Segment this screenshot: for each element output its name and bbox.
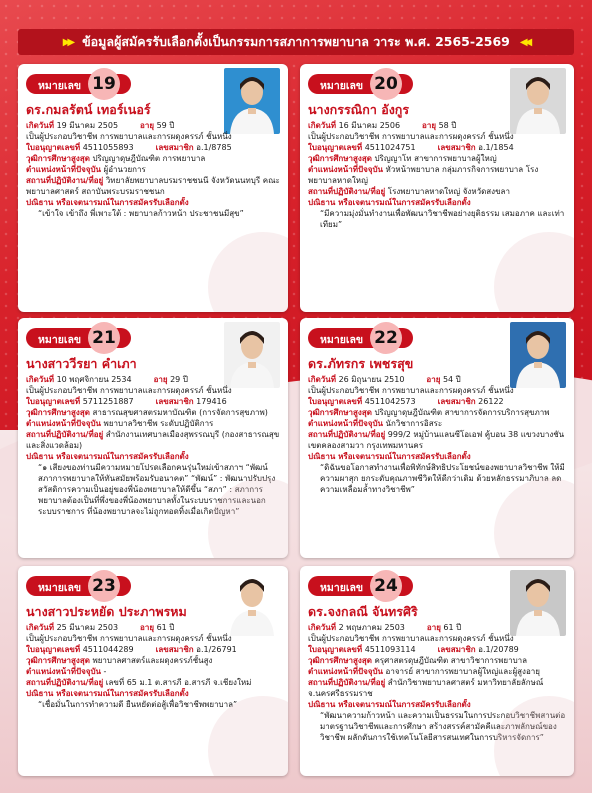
- position-label: ตำแหน่งหน้าที่ปัจจุบัน: [308, 419, 383, 428]
- number-label: หมายเลข: [320, 582, 364, 594]
- age-value: 61 ปี: [443, 623, 462, 632]
- position-label: ตำแหน่งหน้าที่ปัจจุบัน: [26, 419, 101, 428]
- license-label: ใบอนุญาตเลขที่: [26, 397, 81, 406]
- education-value: ปริญญาโท สาขาการพยาบาลผู้ใหญ่: [374, 154, 497, 163]
- candidate-number-badge: [308, 328, 413, 348]
- age-value: 29 ปี: [170, 375, 188, 384]
- birth-date: 16 มีนาคม 2506: [338, 121, 401, 130]
- manifesto-text: “เข้าใจ เข้าถึง พี่เพาะใต้ : พยาบาลก้าวหน้า ประชาชนมีสุข”: [38, 209, 244, 218]
- license-number: 4511055893: [82, 143, 134, 152]
- age-value: 59 ปี: [156, 121, 175, 130]
- workplace-label: สถานที่ปฏิบัติงาน/ที่อยู่: [308, 430, 386, 439]
- birth-date: 26 มิถุนายน 2510: [338, 375, 405, 384]
- education-value: ปริญญาดุษฎีบัณฑิต สาขาการจัดการบริการสุขภาพ: [374, 408, 550, 417]
- candidate-number-badge: [26, 328, 131, 348]
- candidate-number: 19: [88, 68, 120, 100]
- license-number: 4511044289: [82, 645, 134, 654]
- candidate-number: 24: [370, 570, 402, 602]
- birth-date: 19 มีนาคม 2505: [56, 121, 119, 130]
- member-label: เลขสมาชิก: [155, 143, 194, 152]
- member-label: เลขสมาชิก: [437, 397, 476, 406]
- member-number: อ.1/20789: [478, 645, 519, 654]
- position-label: ตำแหน่งหน้าที่ปัจจุบัน: [308, 165, 383, 174]
- workplace-value: 999/2 หมู่บ้านแลนซีโอเอฟ คู้บอน 38 แขวงบางชัน เขตคลองสามวา กรุงเทพมหานคร: [308, 430, 565, 450]
- age-label: อายุ: [422, 121, 437, 130]
- manifesto-text: “เชื่อมั่นในการทำความดี ยืนหยัดต่อสู้เพื่อวิชาชีพพยาบาล”: [38, 700, 238, 709]
- candidate-details: [308, 120, 566, 230]
- license-label: ใบอนุญาตเลขที่: [308, 645, 363, 654]
- position-value: พยาบาลวิชาชีพ ระดับปฏิบัติการ: [103, 419, 214, 428]
- candidate-card: [300, 64, 574, 312]
- birth-label: เกิดวันที่: [308, 375, 337, 384]
- position-value: -: [103, 667, 107, 676]
- double-arrow-right-icon: ▶▶: [62, 36, 73, 48]
- education-value: สาธารณสุขศาสตรมหาบัณฑิต (การจัดการสุขภาพ): [92, 408, 268, 417]
- manifesto-label: ปณิธาน หรือเจตนารมณ์ในการสมัครรับเลือกตั้ง: [26, 198, 189, 207]
- manifesto-text: “๑ เสียงของท่านมีความหมายโปรดเลือกคนรุ่นใหม่เข้าสภาฯ “พัฒน์สภาการพยาบาลให้ทันสมัยพร้อมรับอนาคต” “พัฒน์” : พัฒนาปรับปรุงสวัสดิการความเป็นอยู่ของพี่น้องพยาบาลให้ดีขึ้น “สภา” : สภาการพยาบาลต้องเป็นที่พึ่งของพี่น้องพยาบาลทั้งในระบบราชการและนอกระบบราชการ ที่น้องพยาบาลจะไม่ถูกทอดทิ้งเมื่อเกิดปัญหา”: [38, 463, 276, 516]
- member-number: 179416: [196, 397, 227, 406]
- candidate-details: [308, 374, 566, 495]
- number-label: หมายเลข: [38, 582, 82, 594]
- workplace-label: สถานที่ปฏิบัติงาน/ที่อยู่: [308, 187, 386, 196]
- profession-text: เป็นผู้ประกอบวิชาชีพ การพยาบาลและการผดุงครรภ์ ชั้นหนึ่ง: [308, 386, 514, 395]
- position-value: นักวิชาการอิสระ: [385, 419, 443, 428]
- age-value: 54 ปี: [442, 375, 461, 384]
- age-label: อายุ: [426, 623, 441, 632]
- workplace-label: สถานที่ปฏิบัติงาน/ที่อยู่: [26, 678, 104, 687]
- age-value: 61 ปี: [156, 623, 175, 632]
- member-label: เลขสมาชิก: [437, 645, 476, 654]
- candidate-details: [26, 374, 280, 517]
- member-label: เลขสมาชิก: [437, 143, 476, 152]
- birth-label: เกิดวันที่: [26, 375, 55, 384]
- candidate-number: 23: [88, 570, 120, 602]
- workplace-label: สถานที่ปฏิบัติงาน/ที่อยู่: [26, 430, 104, 439]
- position-label: ตำแหน่งหน้าที่ปัจจุบัน: [26, 667, 101, 676]
- workplace-value: โรงพยาบาลหาดใหญ่ จังหวัดสงขลา: [387, 187, 510, 196]
- education-label: วุฒิการศึกษาสูงสุด: [308, 408, 372, 417]
- profession-text: เป็นผู้ประกอบวิชาชีพ การพยาบาลและการผดุงครรภ์ ชั้นหนึ่ง: [26, 386, 232, 395]
- member-number: อ.1/1854: [478, 143, 514, 152]
- manifesto-text: “มีความมุ่งมั่นทำงานเพื่อพัฒนาวิชาชีพอย่างยุติธรรม เสมอภาค และเท่าเทียม”: [320, 209, 565, 229]
- number-label: หมายเลข: [320, 80, 364, 92]
- manifesto-label: ปณิธาน หรือเจตนารมณ์ในการสมัครรับเลือกตั้ง: [26, 689, 189, 698]
- workplace-label: สถานที่ปฏิบัติงาน/ที่อยู่: [308, 678, 386, 687]
- license-number: 4511093114: [364, 645, 416, 654]
- member-number: อ.1/26791: [196, 645, 237, 654]
- birth-label: เกิดวันที่: [26, 121, 55, 130]
- candidate-details: [308, 622, 566, 743]
- education-label: วุฒิการศึกษาสูงสุด: [308, 656, 372, 665]
- education-value: ปริญญาดุษฎีบัณฑิต การพยาบาล: [92, 154, 206, 163]
- candidate-name: นางกรรณิกา อังกูร: [308, 102, 410, 117]
- birth-date: 2 พฤษภาคม 2503: [338, 623, 405, 632]
- manifesto-text: “พัฒนาความก้าวหน้า และความเป็นธรรมในการประกอบวิชาชีพสานต่อมาตรฐานวิชาชีพและการศึกษา สร้างสรรค์สามัคคีและภาพลักษณ์ของวิชาชีพ ผลักดันการใช้เทคโนโลยีสารสนเทศในการบริหารจัดการ”: [320, 711, 566, 742]
- workplace-value: วิทยาลัยพยาบาลบรมราชชนนี จังหวัดนนทบุรี คณะพยาบาลศาสตร์ สถาบันพระบรมราชชนก: [26, 176, 280, 196]
- birth-label: เกิดวันที่: [308, 121, 337, 130]
- candidate-card: [300, 318, 574, 558]
- candidate-name: ดร.จงกลณี จันทรศิริ: [308, 604, 418, 619]
- candidate-details: [26, 622, 280, 710]
- education-label: วุฒิการศึกษาสูงสุด: [26, 656, 90, 665]
- manifesto-label: ปณิธาน หรือเจตนารมณ์ในการสมัครรับเลือกตั้ง: [308, 452, 471, 461]
- position-label: ตำแหน่งหน้าที่ปัจจุบัน: [308, 667, 383, 676]
- education-label: วุฒิการศึกษาสูงสุด: [26, 154, 90, 163]
- candidate-number: 21: [88, 322, 120, 354]
- candidate-card: [18, 64, 288, 312]
- candidate-number-badge: [308, 576, 413, 596]
- candidate-name: นางสาววีรยา คำเภา: [26, 356, 137, 371]
- candidate-name: นางสาวประหยัด ประภาพรหม: [26, 604, 187, 619]
- education-label: วุฒิการศึกษาสูงสุด: [26, 408, 90, 417]
- candidate-card: [300, 566, 574, 776]
- age-label: อายุ: [140, 623, 155, 632]
- candidate-name: ดร.กมลรัตน์ เทอร์เนอร์: [26, 102, 151, 117]
- age-label: อายุ: [140, 121, 155, 130]
- candidate-number: 20: [370, 68, 402, 100]
- number-label: หมายเลข: [320, 334, 364, 346]
- member-number: อ.1/8785: [196, 143, 232, 152]
- profession-text: เป็นผู้ประกอบวิชาชีพ การพยาบาลและการผดุงครรภ์ ชั้นหนึ่ง: [26, 132, 232, 141]
- workplace-value: สำนักงานเทศบาลเมืองสุพรรณบุรี (กองสาธารณสุขและสิ่งแวดล้อม): [26, 430, 280, 450]
- page-title-banner: [18, 29, 574, 55]
- position-label: ตำแหน่งหน้าที่ปัจจุบัน: [26, 165, 101, 174]
- birth-label: เกิดวันที่: [308, 623, 337, 632]
- manifesto-label: ปณิธาน หรือเจตนารมณ์ในการสมัครรับเลือกตั้ง: [26, 452, 189, 461]
- candidate-number-badge: [26, 576, 131, 596]
- position-value: ผู้อำนวยการ: [103, 165, 146, 174]
- age-label: อายุ: [153, 375, 168, 384]
- license-label: ใบอนุญาตเลขที่: [26, 143, 81, 152]
- profession-text: เป็นผู้ประกอบวิชาชีพ การพยาบาลและการผดุงครรภ์ ชั้นหนึ่ง: [308, 132, 514, 141]
- page-title: ข้อมูลผู้สมัครรับเลือกตั้งเป็นกรรมการสภาการพยาบาล วาระ พ.ศ. 2565-2569: [82, 34, 510, 49]
- profession-text: เป็นผู้ประกอบวิชาชีพ การพยาบาลและการผดุงครรภ์ ชั้นหนึ่ง: [26, 634, 232, 643]
- candidate-number-badge: [308, 74, 413, 94]
- candidate-card: [18, 566, 288, 776]
- position-value: หัวหน้าพยาบาล กลุ่มภารกิจการพยาบาล โรงพยาบาลหาดใหญ่: [308, 165, 539, 185]
- workplace-value: สำนักวิชาพยาบาลศาสตร์ มหาวิทยาลัยลักษณ์ จ.นครศรีธรรมราช: [308, 678, 544, 698]
- license-number: 5711251887: [82, 397, 134, 406]
- candidate-number-badge: [26, 74, 131, 94]
- manifesto-label: ปณิธาน หรือเจตนารมณ์ในการสมัครรับเลือกตั้ง: [308, 198, 471, 207]
- license-label: ใบอนุญาตเลขที่: [308, 143, 363, 152]
- license-label: ใบอนุญาตเลขที่: [308, 397, 363, 406]
- double-arrow-left-icon: ◀◀: [519, 36, 530, 48]
- candidate-card: [18, 318, 288, 558]
- age-label: อายุ: [426, 375, 441, 384]
- license-label: ใบอนุญาตเลขที่: [26, 645, 81, 654]
- candidate-number: 22: [370, 322, 402, 354]
- profession-text: เป็นผู้ประกอบวิชาชีพ การพยาบาลและการผดุงครรภ์ ชั้นหนึ่ง: [308, 634, 514, 643]
- birth-date: 25 มีนาคม 2503: [56, 623, 119, 632]
- age-value: 58 ปี: [438, 121, 457, 130]
- number-label: หมายเลข: [38, 80, 82, 92]
- position-value: อาจารย์ สาขาการพยาบาลผู้ใหญ่และผู้สูงอายุ: [385, 667, 540, 676]
- education-value: ครุศาสตรดุษฎีบัณฑิต สาขาวิชาการพยาบาล: [374, 656, 528, 665]
- member-number: 26122: [478, 397, 504, 406]
- workplace-label: สถานที่ปฏิบัติงาน/ที่อยู่: [26, 176, 104, 185]
- workplace-value: เลขที่ 65 ม.1 ต.สารภี อ.สารภี จ.เชียงใหม่: [105, 678, 252, 687]
- candidate-name: ดร.ภัทรกร เพชรสุข: [308, 356, 414, 371]
- birth-date: 10 พฤศจิกายน 2534: [56, 375, 132, 384]
- birth-label: เกิดวันที่: [26, 623, 55, 632]
- candidate-details: [26, 120, 280, 219]
- manifesto-label: ปณิธาน หรือเจตนารมณ์ในการสมัครรับเลือกตั้ง: [308, 700, 471, 709]
- number-label: หมายเลข: [38, 334, 82, 346]
- education-value: พยาบาลศาสตร์และผดุงครรภ์ชั้นสูง: [92, 656, 213, 665]
- manifesto-text: “ดิฉันขอโอกาสทำงานเพื่อพิทักษ์สิทธิประโยชน์ของพยาบาลวิชาชีพ ให้มีความผาสุก ยกระดับคุณภาพชีวิตให้ดีกว่าเดิม ด้วยหลักธรรมาภิบาล ลดความเหลื่อมล้ำทางวิชาชีพ”: [320, 463, 565, 494]
- license-number: 4511024751: [364, 143, 416, 152]
- license-number: 4511042573: [364, 397, 416, 406]
- education-label: วุฒิการศึกษาสูงสุด: [308, 154, 372, 163]
- member-label: เลขสมาชิก: [155, 645, 194, 654]
- member-label: เลขสมาชิก: [155, 397, 194, 406]
